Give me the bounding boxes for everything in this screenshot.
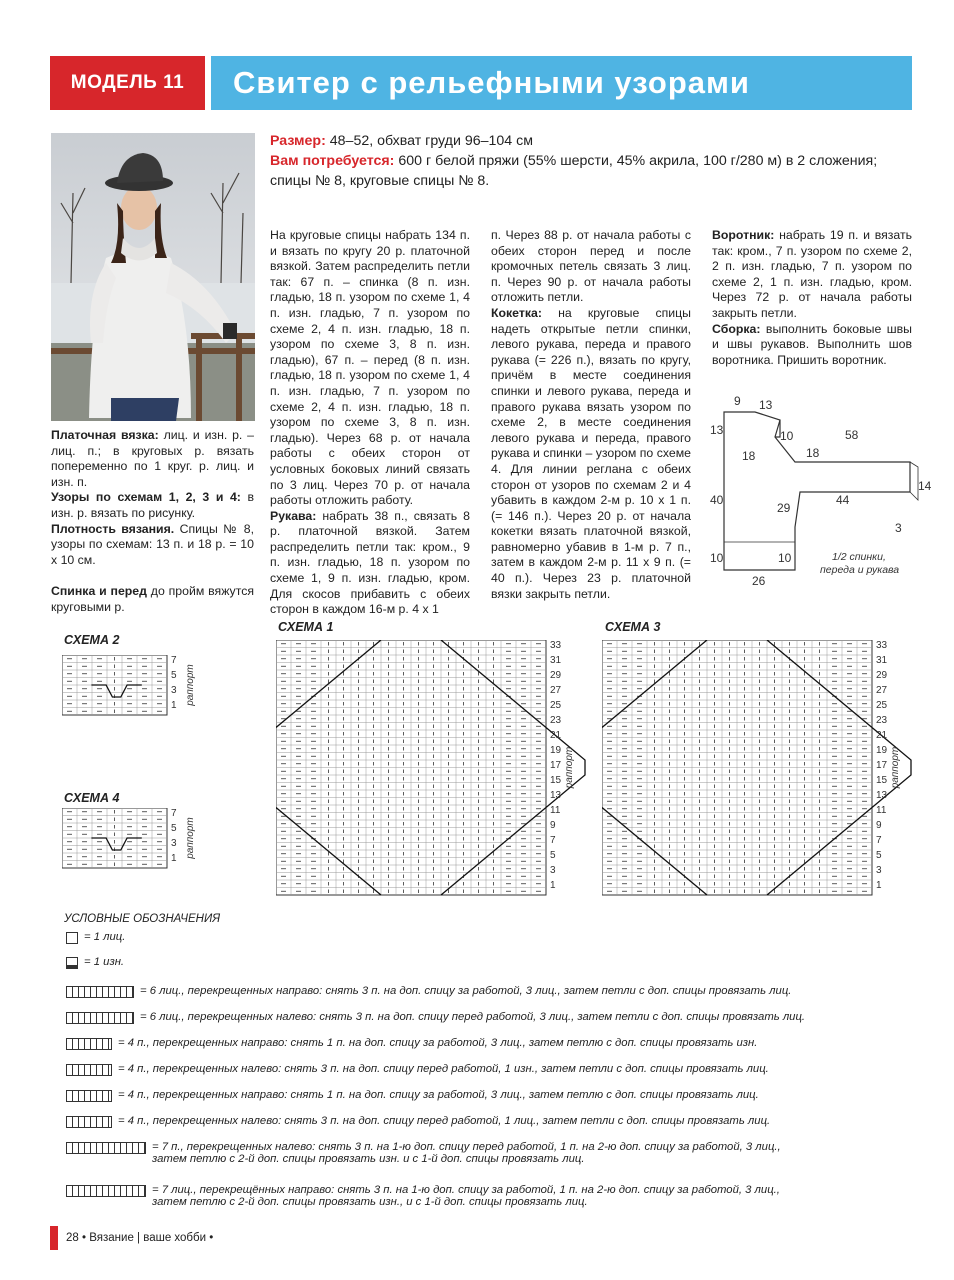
cable-symbol-icon <box>66 1038 112 1050</box>
schemas-label: Узоры по схемам 1, 2, 3 и 4: <box>51 490 241 505</box>
row-number: 13 <box>876 789 888 801</box>
schema-4-title: СХЕМА 4 <box>64 791 120 805</box>
knit-symbol-icon <box>66 932 78 944</box>
row-number: 25 <box>876 699 888 711</box>
rapport-label: раппорт <box>564 746 575 789</box>
row-number: 15 <box>550 774 562 786</box>
row-number: 5 <box>550 849 556 861</box>
dim-9: 9 <box>734 394 741 408</box>
row-number: 31 <box>876 654 888 666</box>
footer-end-mark: • <box>209 1232 214 1244</box>
row-number: 17 <box>876 759 888 771</box>
legend-text <box>152 1184 780 1208</box>
schemas-text: в изн. р. вязать по рисунку. <box>51 490 254 520</box>
schema-3-title: СХЕМА 3 <box>605 620 661 634</box>
row-number: 23 <box>550 714 562 726</box>
row-number: 7 <box>171 655 177 666</box>
row-number: 3 <box>876 864 882 876</box>
dim-10-right: 10 <box>778 551 792 565</box>
spec-block <box>270 131 910 191</box>
legend-text: = 1 лиц. <box>84 931 126 943</box>
schema-1-chart <box>276 640 586 902</box>
collar-text: набрать 19 п. и вязать так: кром., 7 п. узором по схеме 2, 2 п. изн. гладью, 7 п. узором по схеме 2, 1 п. изн. гладью, кром. Через 72 р. от начала работы закрыть петли. <box>712 228 912 320</box>
dim-10-neck: 10 <box>780 429 794 443</box>
legend-text: = 6 лиц., перекрещенных налево: снять 3 п. на доп. спицу перед работой, 3 лиц., затем петли с доп. спицы провязать лиц. <box>140 1011 806 1023</box>
legend-text: = 4 п., перекрещенных налево: снять 3 п. на доп. спицу перед работой, 1 лиц., затем петли с доп. спицы провязать лиц. <box>118 1115 771 1127</box>
page-header <box>50 56 912 110</box>
gauge-label: Плотность вязания. <box>51 521 175 536</box>
cable-symbol-icon <box>66 1142 146 1154</box>
legend-item <box>66 931 125 944</box>
row-number: 25 <box>550 699 562 711</box>
rapport-label: раппорт <box>890 746 901 789</box>
need-label: Вам потребуется: <box>270 153 395 169</box>
text-column-1 <box>51 428 254 616</box>
legend-item <box>66 1063 769 1076</box>
row-number: 1 <box>171 852 177 864</box>
dim-10-left: 10 <box>710 551 724 565</box>
collar-label: Воротник: <box>712 228 775 242</box>
legend-text <box>152 1141 781 1165</box>
dim-13-top: 13 <box>759 398 773 412</box>
model-tag: МОДЕЛЬ 11 <box>50 56 205 110</box>
footer-separator: • <box>82 1232 87 1244</box>
cable-symbol-icon <box>66 1012 134 1024</box>
cable-symbol-icon <box>66 986 134 998</box>
row-number: 29 <box>876 669 888 681</box>
legend-text: = 4 п., перекрещенных направо: снять 1 п. на доп. спицу за работой, 3 лиц., затем петлю с доп. спицы провязать изн. <box>118 1037 758 1049</box>
dim-18-chest: 18 <box>742 449 756 463</box>
row-number: 31 <box>550 654 562 666</box>
legend-item <box>66 1037 757 1050</box>
instructions-body: На круговые спицы набрать 134 п. и вязать по кругу 20 р. платочной вязкой. Затем распределить петли так: 67 п. – спинка (8 п. изн. гладью, 18 п. узором по схеме 1, 4 п. изн. гладью, 7 п. узором по схеме 2, 4 п. изн. гладью, 18 п. узором по схеме 3, 8 п. изн. гладью), 67 п. – перед (8 п. изн. гладью, 18 п. узором по схеме 1, 4 п. изн. гладью, 7 п. узором по схеме 2, 4 п. изн. гладью, 18 п. узором по схеме 3, 8 п. изн. гладью). Через 68 р. от начала работы с обеих сторон от условных боковых линий связать по 3 лиц. Через 70 р. от начала работы отложить работу. <box>270 228 470 508</box>
row-number: 3 <box>171 837 177 849</box>
legend-item <box>66 956 124 969</box>
row-number: 23 <box>876 714 888 726</box>
row-number: 7 <box>171 808 177 819</box>
dim-29: 29 <box>777 501 791 515</box>
row-number: 21 <box>876 729 888 741</box>
cable-symbol-icon <box>66 1090 112 1102</box>
legend-text-line-1: = 7 п., перекрещенных налево: снять 3 п. на 1-ю доп. спицу перед работой, 1 п. на 2-ю доп. спицу за работой, 3 лиц., <box>152 1141 781 1153</box>
dim-58: 58 <box>845 428 859 442</box>
row-number: 13 <box>550 789 562 801</box>
text-column-2 <box>270 228 470 618</box>
need-text: 600 г белой пряжи (55% шерсти, 45% акрила, 100 г/280 м) в 2 сложения; спицы № 8, круговые спицы № 8. <box>270 153 878 189</box>
page-title: Свитер с рельефными узорами <box>211 56 912 110</box>
yoke-label: Кокетка: <box>491 305 542 320</box>
legend-text: = 4 п., перекрещенных налево: снять 3 п. на доп. спицу перед работой, 1 изн., затем петли с доп. спицы провязать лиц. <box>118 1063 769 1075</box>
row-number: 5 <box>171 822 177 834</box>
footer-accent <box>50 1226 58 1250</box>
rapport-label: раппорт <box>185 664 196 706</box>
schema-1-title: СХЕМА 1 <box>278 620 334 634</box>
body-label: Спинка и перед <box>51 584 147 599</box>
legend-item <box>66 1089 759 1102</box>
knit-text: лиц. и изн. р. – лиц. п.; в круговых р. вязать попеременно по 1 круг. р. лиц. и изн. п. <box>51 428 255 489</box>
legend-item <box>66 1115 770 1128</box>
text-column-3 <box>491 228 691 602</box>
purl-symbol-icon <box>66 957 78 969</box>
cable-symbol-icon <box>66 1064 112 1076</box>
pattern-diagram <box>700 392 940 592</box>
schema-4-chart <box>62 808 222 876</box>
sleeves-label: Рукава: <box>270 508 317 523</box>
dim-3: 3 <box>895 521 902 535</box>
row-number: 29 <box>550 669 562 681</box>
row-number: 17 <box>550 759 562 771</box>
row-number: 19 <box>550 744 562 756</box>
size-label: Размер: <box>270 133 326 149</box>
cable-symbol-icon <box>66 1116 112 1128</box>
row-number: 7 <box>550 834 556 846</box>
sleeves-continued: п. Через 88 р. от начала работы с обеих сторон перед и после кромочных петель связать 3 лиц. п. Через 90 р. от начала работы отложить петли. <box>491 228 691 305</box>
sleeves-text: набрать 38 п., связать 8 р. платочной вязкой. Затем распределить петли так: кром., 9 п. изн. гладью, 18 п. узором по схеме 1, 9 п. изн. гладью, кром. Для скосов прибавить с обеих сторон в каждом 16-м р. 4 х 1 <box>270 508 470 617</box>
row-number: 11 <box>550 804 561 816</box>
row-number: 33 <box>876 640 888 651</box>
diagram-caption-2: переда и рукава <box>820 564 900 576</box>
row-number: 15 <box>876 774 888 786</box>
legend-text-line-2: затем петлю с 2-й доп. спицы провязать изн. и с 1-й доп. спицы провязать лиц. <box>152 1153 585 1165</box>
chart-grid <box>602 640 911 895</box>
row-number: 5 <box>876 849 882 861</box>
row-number: 1 <box>876 879 882 891</box>
legend-item <box>66 985 791 998</box>
chart-grid <box>62 808 167 868</box>
page-number: 28 <box>66 1232 79 1244</box>
row-number: 9 <box>550 819 556 831</box>
row-number: 3 <box>171 684 177 696</box>
row-number: 5 <box>171 669 177 681</box>
schema-2-title: СХЕМА 2 <box>64 633 120 647</box>
body-text: до пройм вяжутся круговыми р. <box>51 584 255 614</box>
text-column-4 <box>712 228 912 368</box>
legend-text: = 6 лиц., перекрещенных направо: снять 3 п. на доп. спицу за работой, 3 лиц., затем петли с доп. спицы провязать лиц. <box>140 985 792 997</box>
row-number: 27 <box>876 684 888 696</box>
row-number: 9 <box>876 819 882 831</box>
row-number: 7 <box>876 834 882 846</box>
rapport-label: раппорт <box>185 817 196 859</box>
dim-40: 40 <box>710 493 724 507</box>
dim-14: 14 <box>918 479 932 493</box>
magazine-name: Вязание | ваше хобби <box>89 1232 207 1244</box>
diagram-caption-1: 1/2 спинки, <box>832 551 886 563</box>
row-number: 1 <box>550 879 556 891</box>
schema-2-chart <box>62 655 222 723</box>
legend-item <box>66 1184 780 1208</box>
page-footer <box>50 1226 213 1250</box>
row-number: 21 <box>550 729 562 741</box>
legend-text: = 4 п., перекрещенных направо: снять 1 п. на доп. спицу за работой, 3 лиц., затем петлю с доп. спицы провязать лиц. <box>118 1089 759 1101</box>
dim-13-left: 13 <box>710 423 724 437</box>
chart-grid <box>62 655 167 715</box>
row-number: 1 <box>171 699 177 711</box>
legend-text-line-2: затем петлю с 2-й доп. спицы провязать изн., и с 1-й доп. спицы провязать лиц. <box>152 1196 588 1208</box>
row-number: 27 <box>550 684 562 696</box>
row-number: 19 <box>876 744 888 756</box>
legend-title: УСЛОВНЫЕ ОБОЗНАЧЕНИЯ <box>64 913 221 925</box>
knit-label: Платочная вязка: <box>51 428 159 442</box>
size-text: 48–52, обхват груди 96–104 см <box>329 133 533 149</box>
row-number: 33 <box>550 640 562 651</box>
chart-grid <box>276 640 585 895</box>
model-photo <box>51 133 255 421</box>
row-number: 3 <box>550 864 556 876</box>
legend-item <box>66 1011 805 1024</box>
assembly-text: выполнить боковые швы и швы рукавов. Выполнить шов воротника. Пришить воротник. <box>712 321 912 367</box>
gauge-text: Спицы № 8, узоры по схемам: 13 п. и 18 р. = 10 х 10 см. <box>51 521 254 567</box>
row-number: 11 <box>876 804 887 816</box>
legend-text: = 1 изн. <box>84 956 125 968</box>
dim-44: 44 <box>836 493 850 507</box>
dim-18-raglan: 18 <box>806 446 820 460</box>
schema-3-chart <box>602 640 912 902</box>
cable-symbol-icon <box>66 1185 146 1197</box>
dim-26: 26 <box>752 574 766 588</box>
yoke-text: на круговые спицы надеть открытые петли спинки, левого рукава, переда и правого рукава (= 226 п.), вязать по кругу, причём в месте соединения спинки и левого рукава, переда и правого рукава вязать узором по схеме 2, в месте соединения левого рукава и переда, правого рукава и спинки – узором по схеме 4. Для линии реглана с обеих сторон от узоров по схемам 2 и 4 убавить в каждом 2-м р. 10 х 1 п. (= 146 п.). Через 20 р. от начала кокетки вязать платочной вязкой, равномерно убавив в 1-м р. 7 п., затем в каждом 2-м р. 11 х 9 п. (= 40 п.). Через 23 р. платочной вязки закрыть петли. <box>491 305 692 601</box>
legend-item <box>66 1141 781 1165</box>
legend-text-line-1: = 7 лиц., перекрещённых направо: снять 3 п. на 1-ю доп. спицу за работой, 1 п. на 2-ю доп. спицу за работой, 3 лиц., <box>152 1184 780 1196</box>
assembly-label: Сборка: <box>712 321 761 336</box>
